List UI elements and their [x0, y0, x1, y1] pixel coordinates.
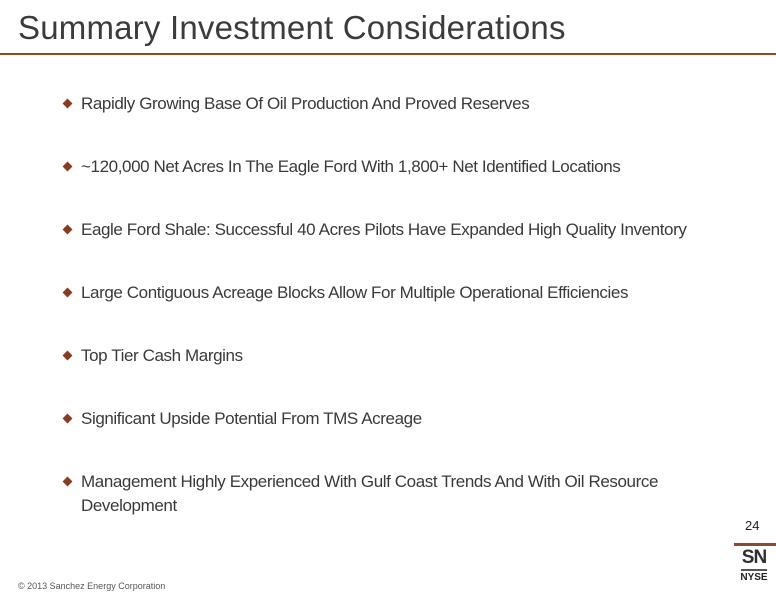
bullet-item — [64, 155, 744, 218]
bullet-text: ~120,000 Net Acres In The Eagle Ford With 1,800+ Net Identified Locations — [81, 157, 621, 176]
slide-title: Summary Investment Considerations — [18, 9, 566, 46]
footer-divider — [734, 543, 776, 546]
logo-mark: SN — [741, 547, 767, 568]
bullet-item — [64, 92, 744, 155]
bullet-text: Large Contiguous Acreage Blocks Allow For Multiple Operational Efficiencies — [81, 283, 629, 302]
bullet-item — [64, 281, 744, 344]
bullet-item — [64, 470, 744, 532]
page-number: 24 — [745, 518, 760, 533]
diamond-bullet-icon — [63, 162, 73, 172]
bullet-list — [64, 92, 744, 532]
company-logo — [734, 548, 774, 592]
diamond-bullet-icon — [63, 99, 73, 109]
diamond-bullet-icon — [63, 414, 73, 424]
title-divider — [0, 53, 776, 55]
bullet-text: Top Tier Cash Margins — [81, 346, 243, 365]
diamond-bullet-icon — [63, 351, 73, 361]
bullet-text: Management Highly Experienced With Gulf Coast Trends And With Oil Resource Development — [81, 472, 659, 515]
bullet-item — [64, 407, 744, 470]
exchange-label: NYSE — [740, 572, 768, 583]
diamond-bullet-icon — [63, 477, 73, 487]
logo-bar — [741, 569, 767, 571]
bullet-item — [64, 344, 744, 407]
bullet-item — [64, 218, 744, 281]
bullet-text: Eagle Ford Shale: Successful 40 Acres Pilots Have Expanded High Quality Inventory — [81, 220, 687, 239]
diamond-bullet-icon — [63, 288, 73, 298]
copyright-notice: © 2013 Sanchez Energy Corporation — [18, 581, 166, 591]
bullet-text: Significant Upside Potential From TMS Acreage — [81, 409, 422, 428]
bullet-text: Rapidly Growing Base Of Oil Production And Proved Reserves — [81, 94, 530, 113]
diamond-bullet-icon — [63, 225, 73, 235]
